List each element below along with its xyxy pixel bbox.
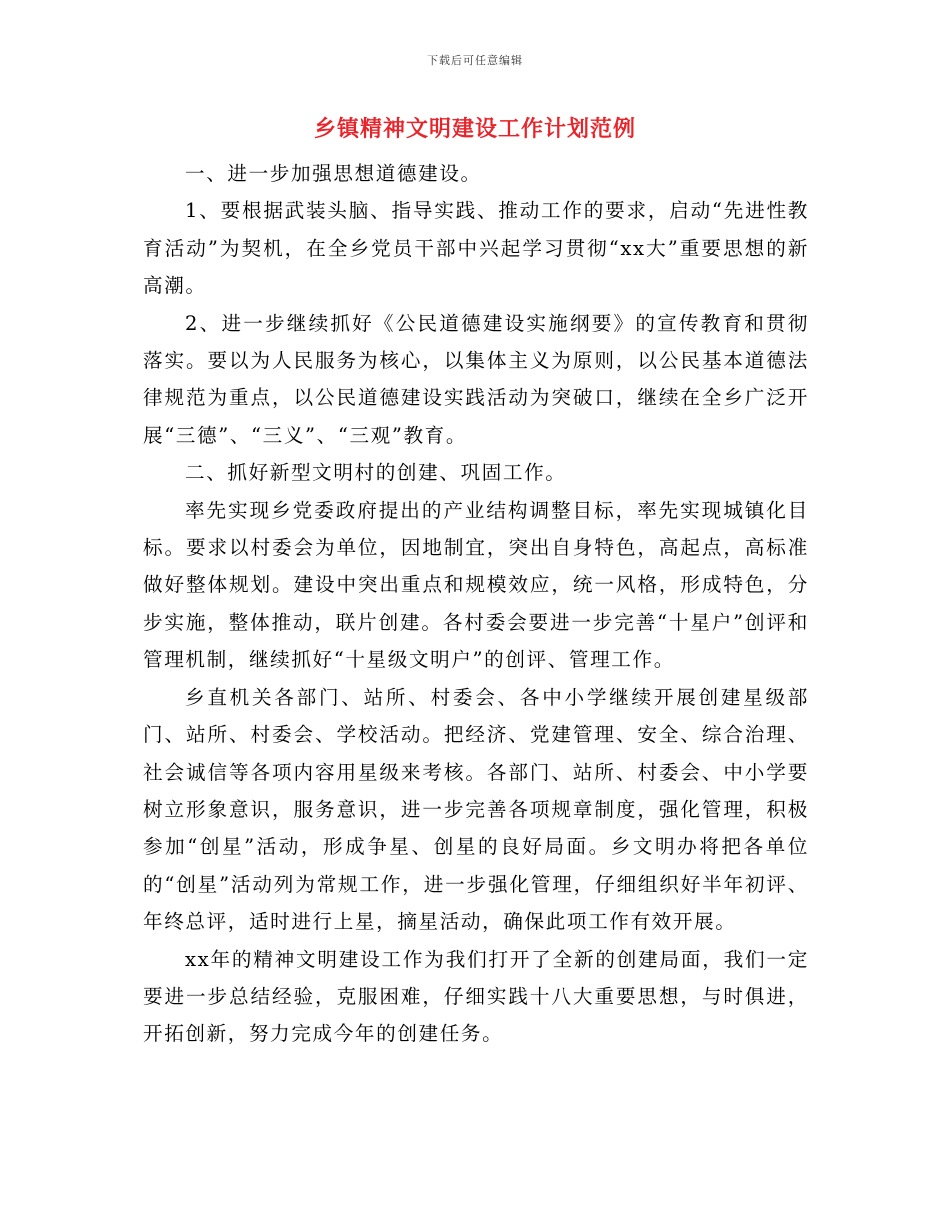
paragraph-section-2-heading: 二、抓好新型文明村的创建、巩固工作。 — [185, 461, 567, 485]
paragraph-conclusion: xx年的精神文明建设工作为我们打开了全新的创建局面，我们一定要进一步总结经验，克服困难，仔细实践十八大重要思想，与时俱进，开拓创新，努力完成今年的创建任务。 — [143, 947, 809, 1046]
paragraph-section-1-heading: 一、进一步加强思想道德建设。 — [185, 162, 482, 185]
paragraph-body-1: 率先实现乡党委政府提出的产业结构调整目标，率先实现城镇化目标。要求以村委会为单位，因地制宜，突出自身特色，高起点，高标准做好整体规划。建设中突出重点和规模效应，统一风格，形成特色，分步实施，整体推动，联片创建。各村委会要进一步完善“十星户”创评和管理机制，继续抓好“十星级文明户”的创评、管理工作。 — [143, 498, 809, 672]
page-header-note: 下载后可任意编辑 — [427, 54, 523, 67]
paragraph-item-1: 1、要根据武装头脑、指导实践、推动工作的要求，启动“先进性教育活动”为契机，在全乡党员干部中兴起学习贯彻“xx大”重要思想的新高潮。 — [143, 199, 809, 298]
document-body — [143, 155, 809, 1053]
paragraph-item-2: 2、进一步继续抓好《公民道德建设实施纲要》的宣传教育和贯彻落实。要以为人民服务为核心，以集体主义为原则，以公民基本道德法律规范为重点，以公民道德建设实践活动为突破口，继续在全乡广泛开展“三德”、“三义”、“三观”教育。 — [143, 311, 809, 447]
document-title: 乡镇精神文明建设工作计划范例 — [313, 116, 636, 142]
paragraph-body-2: 乡直机关各部门、站所、村委会、各中小学继续开展创建星级部门、站所、村委会、学校活动。把经济、党建管理、安全、综合治理、社会诚信等各项内容用星级来考核。各部门、站所、村委会、中小学要树立形象意识，服务意识，进一步完善各项规章制度，强化管理，积极参加“创星”活动，形成争星、创星的良好局面。乡文明办将把各单位的“创星”活动列为常规工作，进一步强化管理，仔细组织好半年初评、年终总评，适时进行上星，摘星活动，确保此项工作有效开展。 — [143, 685, 809, 934]
